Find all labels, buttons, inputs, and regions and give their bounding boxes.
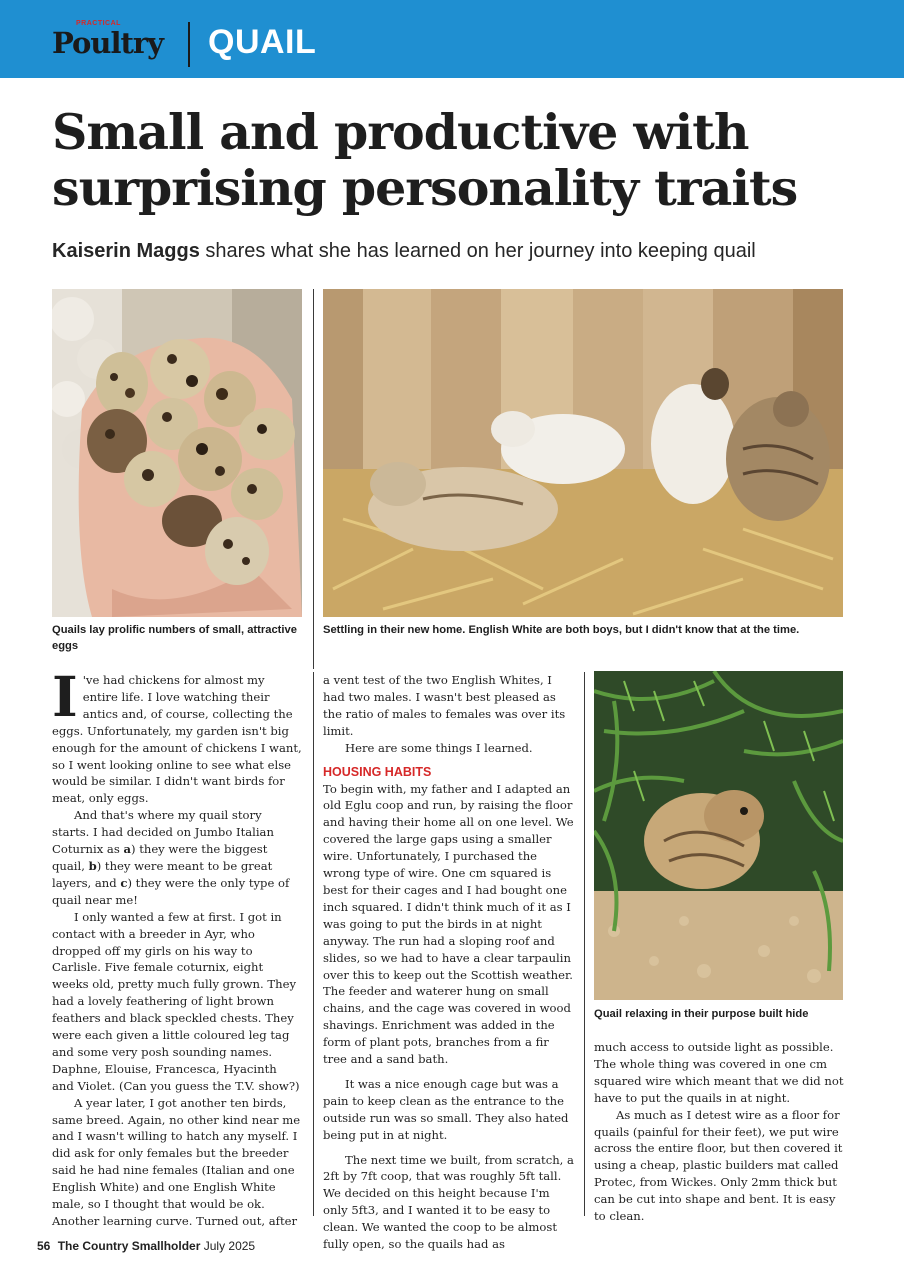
column-rule bbox=[313, 289, 314, 669]
paragraph: a vent test of the two English Whites, I had two males. I wasn't best pleased as the ratio of males to females was over its limit. bbox=[323, 673, 566, 738]
banner-divider bbox=[188, 22, 190, 67]
header-banner bbox=[0, 0, 904, 78]
eggs-photo-caption: Quails lay prolific numbers of small, attractive eggs bbox=[52, 624, 297, 652]
article-headline bbox=[52, 104, 872, 216]
column-rule bbox=[313, 672, 314, 1216]
section-label: QUAIL bbox=[208, 23, 317, 61]
author-name: Kaiserin Maggs bbox=[52, 240, 200, 262]
issue-date: July 2025 bbox=[203, 1239, 256, 1253]
paragraph: As much as I detest wire as a floor for quails (painful for their feet), we put wire across the entire floor, but then covered it using a cheap, plastic builders mat called Protec, from Wickes. Only 2mm thick but can be cut into shape and bent. It is easy to clean. bbox=[594, 1107, 843, 1224]
page-footer bbox=[37, 1239, 255, 1253]
article-column-1 bbox=[52, 664, 302, 1230]
paragraph: Here are some things I learned. bbox=[345, 740, 533, 755]
paragraph: The next time we built, from scratch, a 2ft by 7ft coop, that was roughly 5ft tall. We decided on this height because I'm only 5ft3, and I wanted it to be easy to clean. We wanted the coop to be almost fully open, so the quails had as bbox=[323, 1152, 574, 1252]
paragraph: A year later, I got another ten birds, same breed. Again, no other kind near me and I wasn't willing to hatch any myself. I did ask for only females but the breeder said he had nine females (Italian and one English White) and one English White male, so I thought that would be ok. Another learning curve. Turned out, after bbox=[52, 1095, 301, 1228]
headline-line-2: surprising personality traits bbox=[52, 159, 798, 217]
paragraph: I 've had chickens for almost my entire life. I love watching their antics and, of course, collecting the eggs. Unfortunately, my garden isn't big enough for the amount of chickens I want, so I went looking online to see what else would be similar. I didn't want birds for meat, only eggs. bbox=[52, 664, 302, 806]
subhead-housing-habits: HOUSING HABITS bbox=[323, 764, 432, 779]
column-rule bbox=[584, 672, 585, 1216]
standfirst-text: shares what she has learned on her journey into keeping quail bbox=[199, 240, 756, 262]
standfirst bbox=[52, 240, 872, 263]
paragraph: much access to outside light as possible. The whole thing was covered in one cm squared wire which meant that we did not have to put the quails in at night. bbox=[594, 1040, 844, 1105]
paragraph: It was a nice enough cage but was a pain to keep clean as the entrance to the outside run was so small. They also hated being put in at night. bbox=[323, 1076, 569, 1142]
article-column-2 bbox=[323, 672, 575, 1253]
paragraph: And that's where my quail story starts. I had decided on Jumbo Italian Coturnix as a) they were the biggest quail, b) they were meant to be great layers, and c) they were the only type of quail near me! bbox=[52, 808, 290, 907]
paragraph: To begin with, my father and I adapted an old Eglu coop and run, by raising the floor and having their home all on one level. We covered the large gaps using a smaller wire. Unfortunately, I purchased the wrong type of wire. One cm squared is best for their cages and I had bought one inch squared. I didn't think much of it as I was going to put the birds in at night anyway. The run had a sloping roof and slides, so we had to have a clear tarpaulin over this to keep out the Scottish weather. The feeder and waterer hung on small chains, and the cage was covered in wood shavings. Enrichment was added in the form of plant pots, branches from a fir tree and a sand bath. bbox=[323, 781, 574, 1067]
coop-photo bbox=[323, 289, 843, 617]
logo-main-text: Poultry bbox=[52, 26, 163, 60]
paragraph: I only wanted a few at first. I got in contact with a breeder in Ayr, who dropped off my girls on his way to Carlisle. Five female coturnix, eight weeks old, pretty much fully grown. They had a lovely feathering of light brown feathers and black speckled chests. They were each given a little coloured leg tag and some very posh sounding names. Daphne, Elouise, Francesca, Hyacinth and Violet. (Can you guess the T.V. show?) bbox=[52, 909, 300, 1093]
eggs-photo bbox=[52, 289, 302, 617]
page-number: 56 bbox=[37, 1239, 51, 1253]
coop-photo-caption: Settling in their new home. English White are both boys, but I didn't know that at the time. bbox=[323, 624, 800, 636]
hide-photo bbox=[594, 671, 843, 1000]
hide-photo-caption: Quail relaxing in their purpose built hide bbox=[594, 1008, 809, 1020]
drop-cap: I bbox=[52, 664, 78, 729]
headline-line-1: Small and productive with bbox=[52, 103, 749, 161]
magazine-name: The Country Smallholder bbox=[57, 1239, 201, 1253]
article-column-3 bbox=[594, 1039, 844, 1225]
logo-small-text: PRACTICAL bbox=[76, 20, 121, 27]
poultry-logo bbox=[52, 20, 182, 68]
